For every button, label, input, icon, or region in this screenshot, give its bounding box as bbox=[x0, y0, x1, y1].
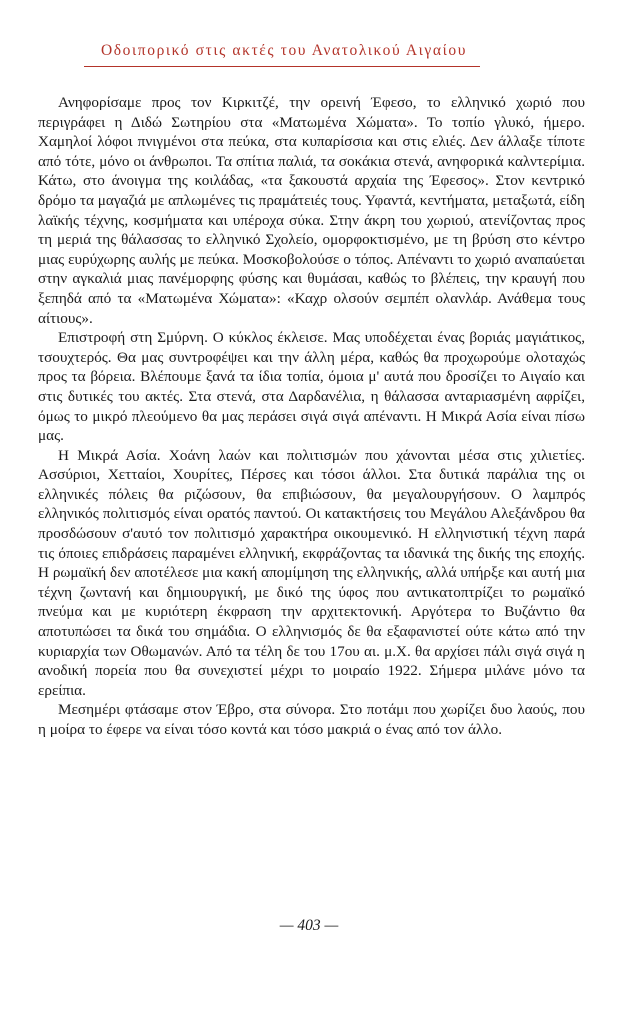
running-header-title: Οδοιπορικό στις ακτές του Ανατολικού Αιγαίου bbox=[100, 42, 467, 59]
paragraph: Επιστροφή στη Σμύρνη. Ο κύκλος έκλεισε. Μας υποδέχεται ένας βοριάς μαγιάτικος, τσουχτερός. Θα μας συντροφέψει και την άλλη μέρα, καθώς θα προχωρούμε ολοταχώς προς τα βόρεια. Βλέπουμε ξανά τα ίδια τοπία, όμοια μ' αυτά που δροσίζει το Αιγαίο και στις δυτικές του ακτές. Στα στενά, στα Δαρδανέλια, η θάλασσα ανταριασμένη αφρίζει, όμως το μικρό πλεούμενο θα μας περάσει σιγά σιγά απέναντι. Η Μικρά Ασία είναι πίσω μας. bbox=[38, 329, 585, 445]
paragraph: Ανηφορίσαμε προς τον Κιρκιτζέ, την ορεινή Έφεσο, το ελληνικό χωριό που περιγράφει η Διδώ Σωτηρίου στα «Ματωμένα Χώματα». Το τοπίο γλυκό, ήμερο. Χαμηλοί λόφοι πνιγμένοι στα πεύκα, στα κυπαρίσσια και στις ελιές. Δεν άλλαξε τίποτε από τότε, μόνο οι άνθρωποι. Τα σπίτια παλιά, τα σοκάκια στενά, ανηφορικά καλντερίμια. Κάτω, στο άνοιγμα της κοιλάδας, «τα ξακουστά αρχαία της Έφεσος». Στον κεντρικό δρόμο τα μαγαζιά με απλωμένες τις πραμάτειές τους. Υφαντά, κεντήματα, μεταξωτά, είδη λαϊκής τέχνης, κοσμήματα και υπέροχα σύκα. Στην άκρη του χωριού, ατενίζοντας προς τη μεριά της θάλασσας το ελληνικό Σχολείο, ομορφοκτισμένο, με τη βρύση στο κέντρο μιας ευρύχωρης αυλής με πεύκα. Μοσκοβολούσε ο τόπος. Απέναντι το χωριό αναπαύεται στην αγκαλιά μιας πανέμορφης φύσης και θυμάσαι, καθώς το βλέπεις, την κραυγή που ξεπηδά από τα «Ματωμένα Χώματα»: «Καχρ ολσούν σεμπέπ ολανλάρ. Ανάθεμα τους αίτιους». bbox=[38, 94, 585, 327]
page-number: — 403 — bbox=[279, 917, 339, 934]
paragraph: Η Μικρά Ασία. Χοάνη λαών και πολιτισμών που χάνονται μέσα στις χιλιετίες. Ασσύριοι, Χετταίοι, Χουρίτες, Πέρσες και τόσοι άλλοι. Στα δυτικά παράλια της οι ελληνικές πόλεις θα ριζώσουν, θα επιβιώσουν, θα μεγαλουργήσουν. Ο λαμπρός ελληνικός πολιτισμός είναι ορατός παντού. Οι κατακτήσεις του Μεγάλου Αλεξάνδρου θα προσδώσουν σ'αυτό τον πολιτισμό χαρακτήρα οικουμενικό. Η ελληνιστική τέχνη παρά τις όποιες επιδράσεις παραμένει ελληνική, εκφράζοντας τα ιδανικά της δικής της εποχής. Η ρωμαϊκή δεν αποτέλεσε μια κακή απομίμηση της ελληνικής, αλλά υπήρξε και αυτή μια τέχνη ζωντανή και δημιουργική, με δικό της ύφος που αντικατοπτρίζει το ρωμαϊκό πνεύμα και με κυριότερη έκφραση την αρχιτεκτονική. Αργότερα το Βυζάντιο θα αποτυπώσει τα δικά του σημάδια. Ο ελληνισμός δε θα εξαφανιστεί ούτε κάτω από την κυριαρχία των Οθωμανών. Από τα τέλη δε του 17ου αι. μ.Χ. θα αρχίσει πάλι σιγά σιγά η ανοδική πορεία που θα συνεχιστεί μέχρι το μοιραίο 1922. Σήμερα μιλάνε μόνο τα ερείπια. bbox=[38, 446, 585, 699]
header-rule bbox=[84, 66, 480, 67]
paragraph: Μεσημέρι φτάσαμε στον Έβρο, στα σύνορα. Στο ποτάμι που χωρίζει δυο λαούς, που η μοίρα το έφερε να είναι τόσο κοντά και τόσο μακριά ο ένας από τον άλλο. bbox=[38, 701, 585, 738]
body-text bbox=[38, 93, 585, 740]
